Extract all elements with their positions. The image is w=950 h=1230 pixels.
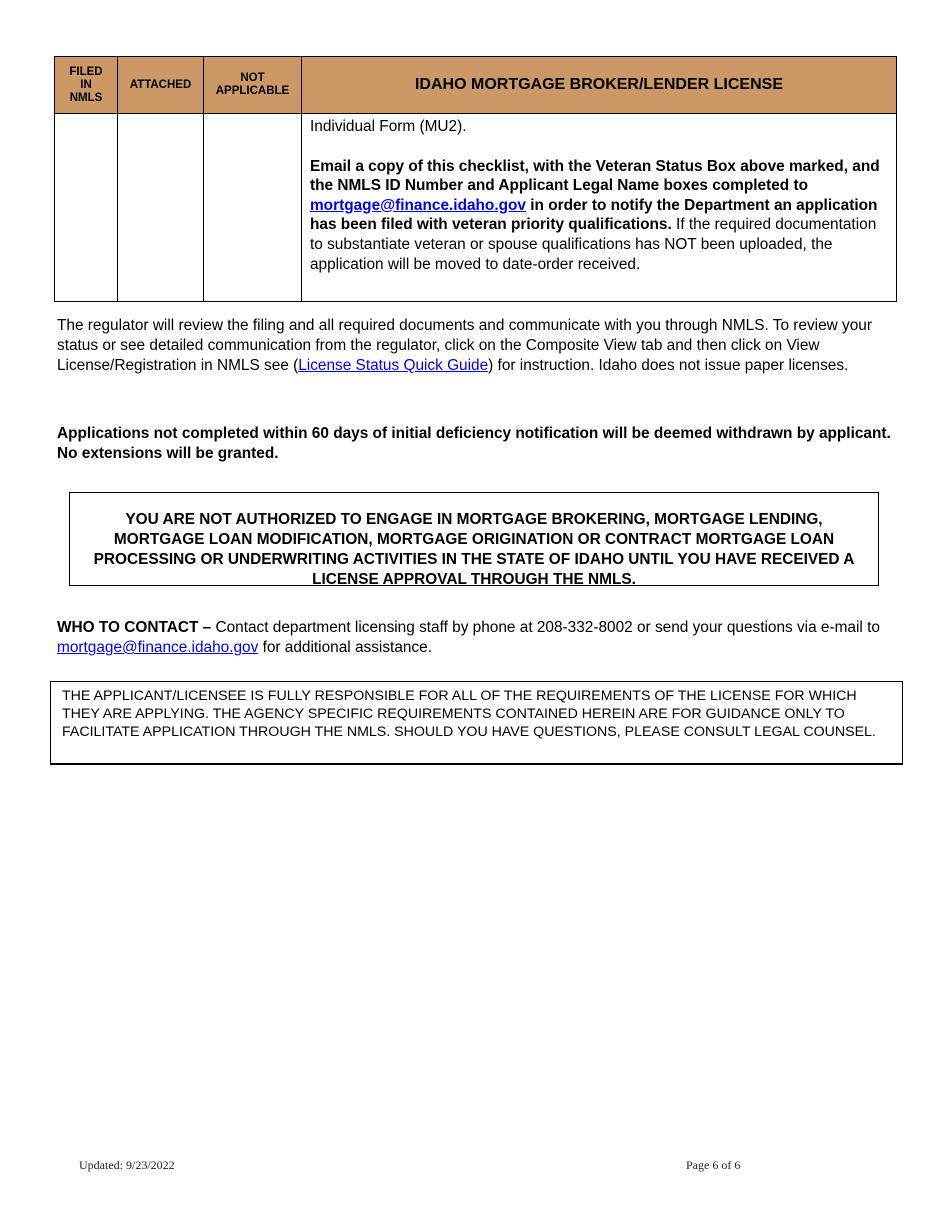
authorization-warning-box <box>69 492 879 586</box>
header-license-title: IDAHO MORTGAGE BROKER/LENDER LICENSE <box>302 57 897 114</box>
authorization-warning-text: YOU ARE NOT AUTHORIZED TO ENGAGE IN MORTGAGE BROKERING, MORTGAGE LENDING, MORTGAGE LOAN MODIFICATION, MORTGAGE ORIGINATION OR CONTRACT MORTGAGE LOAN PROCESSING OR UNDERWRITING ACTIVITIES IN THE STATE OF IDAHO UNTIL YOU HAVE RECEIVED A LICENSE APPROVAL THROUGH THE NMLS. <box>93 511 855 588</box>
header-not-applicable-label: NOT APPLICABLE <box>215 72 290 97</box>
not-applicable-cell[interactable] <box>204 114 302 302</box>
review-text-before: The regulator will review the filing and all required documents and communicate with you through NMLS. To review your status or see detailed communication from the regulator, click on the Composite View tab and then click on View License/Registration in NMLS see ( <box>57 317 872 374</box>
regulator-review-paragraph <box>57 316 902 376</box>
header-not-applicable <box>204 57 302 114</box>
requirement-line: Individual Form (MU2). <box>310 118 467 135</box>
license-status-quick-guide-link[interactable]: License Status Quick Guide <box>298 357 489 374</box>
contact-text-after: for additional assistance. <box>258 639 432 656</box>
table-header-row <box>55 57 897 114</box>
contact-email-link[interactable]: mortgage@finance.idaho.gov <box>57 639 259 656</box>
contact-label: WHO TO CONTACT – <box>57 619 212 636</box>
header-filed-label: FILED IN NMLS <box>69 65 103 104</box>
footer-page-number: Page 6 of 6 <box>686 1158 741 1172</box>
table-row <box>55 114 897 302</box>
contact-paragraph <box>57 618 902 658</box>
requirement-description-cell <box>302 114 897 302</box>
header-filed-in-nmls <box>55 57 118 114</box>
deadline-notice: Applications not completed within 60 days of initial deficiency notification will be deemed withdrawn by applicant. No extensions will be granted. <box>57 425 891 462</box>
footer-updated-date: Updated: 9/23/2022 <box>79 1158 175 1172</box>
veteran-email-instructions <box>310 157 888 275</box>
disclaimer-text: THE APPLICANT/LICENSEE IS FULLY RESPONSIBLE FOR ALL OF THE REQUIREMENTS OF THE LICENSE FOR WHICH THEY ARE APPLYING. THE AGENCY SPECIFIC REQUIREMENTS CONTAINED HEREIN ARE FOR GUIDANCE ONLY TO FACILITATE APPLICATION THROUGH THE NMLS. SHOULD YOU HAVE QUESTIONS, PLEASE CONSULT LEGAL COUNSEL. <box>62 688 876 740</box>
instructions-normal-end: If the required documentation to substantiate veteran or spouse qualifications has NOT been uploaded, the application will be moved to date-order received. <box>310 216 877 273</box>
header-attached: ATTACHED <box>118 57 204 114</box>
mortgage-email-link[interactable]: mortgage@finance.idaho.gov <box>310 196 526 214</box>
contact-text: Contact department licensing staff by phone at 208-332-8002 or send your questions via e-mail to <box>211 619 880 636</box>
attached-cell[interactable] <box>118 114 204 302</box>
disclaimer-box <box>50 681 903 765</box>
license-checklist-table <box>54 56 897 302</box>
review-text-after: ) for instruction. Idaho does not issue paper licenses. <box>488 357 849 374</box>
filed-in-nmls-cell[interactable] <box>55 114 118 302</box>
instructions-bold-start: Email a copy of this checklist, with the Veteran Status Box above marked, and the NMLS ID Number and Applicant Legal Name boxes completed to <box>310 157 880 195</box>
instructions-bold-end: in order to notify the Department an application has been filed with veteran priority qualifications. <box>310 196 878 234</box>
